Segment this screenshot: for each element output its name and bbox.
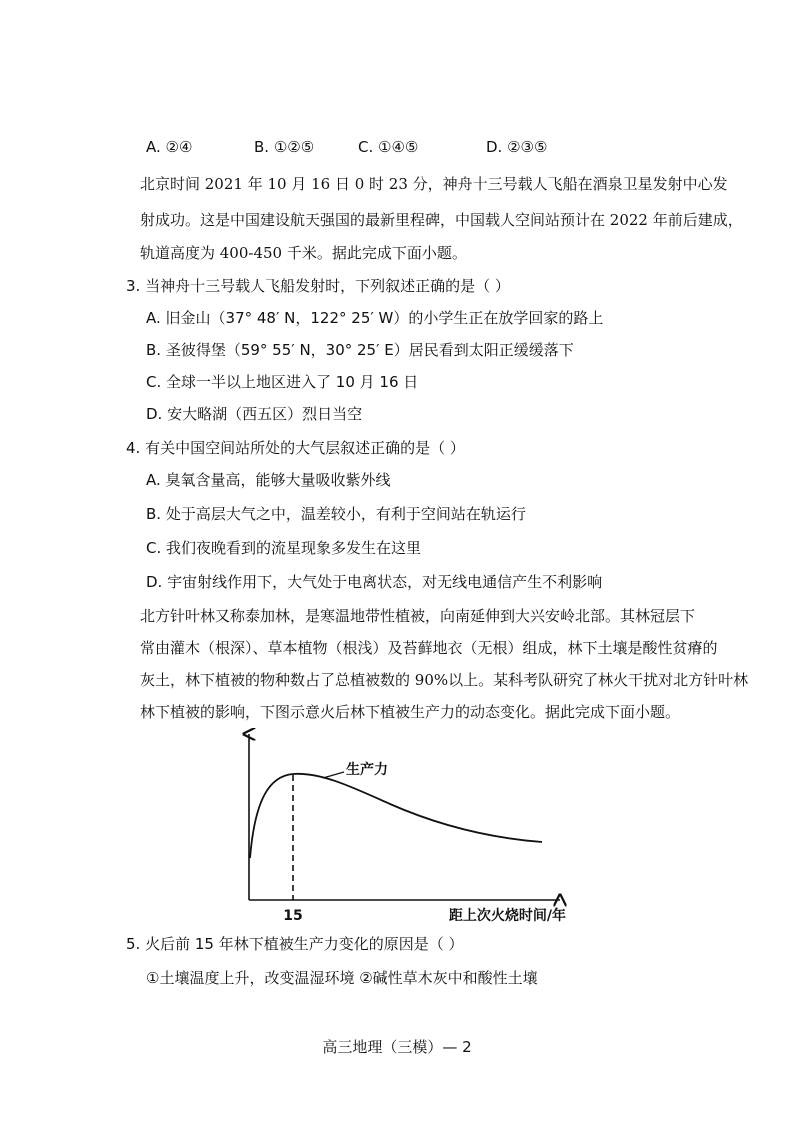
series-label-leader xyxy=(323,772,344,778)
question-3-stem: 3. 当神舟十三号载人飞船发射时，下列叙述正确的是（ ） xyxy=(126,277,510,295)
passage1-line: 轨道高度为 400-450 千米。据此完成下面小题。 xyxy=(140,244,467,262)
productivity-chart xyxy=(230,728,590,928)
passage2-line: 北方针叶林又称泰加林，是寒温地带性植被，向南延伸到大兴安岭北部。其林冠层下 xyxy=(140,607,696,625)
question-4-stem: 4. 有关中国空间站所处的大气层叙述正确的是（ ） xyxy=(126,439,465,457)
series-label: 生产力 xyxy=(346,762,388,778)
question-5-stem: 5. 火后前 15 年林下植被生产力变化的原因是（ ） xyxy=(126,935,464,953)
passage2-line: 林下植被的影响，下图示意火后林下植被生产力的动态变化。据此完成下面小题。 xyxy=(140,703,681,721)
page-footer: 高三地理（三模）— 2 xyxy=(322,1038,472,1056)
x-axis-label: 距上次火烧时间/年 xyxy=(448,908,566,924)
passage1-line: 射成功。这是中国建设航天强国的最新里程碑，中国载人空间站预计在 2022 年前后建成， xyxy=(140,211,743,229)
question-4-option-d: D. 宇宙射线作用下，大气处于电离状态，对无线电通信产生不利影响 xyxy=(146,573,603,591)
option-d: D. ②③⑤ xyxy=(486,138,548,156)
question-4-option-b: B. 处于高层大气之中，温差较小，有利于空间站在轨运行 xyxy=(146,505,526,523)
passage2-line: 灰土，林下植被的物种数占了总植被数的 90%以上。某科考队研究了林火干扰对北方针叶林 xyxy=(140,671,749,689)
question-4-option-a: A. 臭氧含量高，能够大量吸收紫外线 xyxy=(146,471,391,489)
previous-question-options xyxy=(146,138,706,158)
question-3-option-a: A. 旧金山（37° 48′ N，122° 25′ W）的小学生正在放学回家的路上 xyxy=(146,309,604,327)
option-c: C. ①④⑤ xyxy=(358,138,419,156)
x-tick-label: 15 xyxy=(283,908,303,924)
question-4-option-c: C. 我们夜晚看到的流星现象多发生在这里 xyxy=(146,539,422,557)
passage2-line: 常由灌木（根深）、草本植物（根浅）及苔藓地衣（无根）组成，林下土壤是酸性贫瘠的 xyxy=(140,639,718,657)
passage1-line: 北京时间 2021 年 10 月 16 日 0 时 23 分，神舟十三号载人飞船在酒泉卫星发射中心发 xyxy=(140,175,728,193)
question-3-option-b: B. 圣彼得堡（59° 55′ N，30° 25′ E）居民看到太阳正缓缓落下 xyxy=(146,341,574,359)
option-b: B. ①②⑤ xyxy=(254,138,315,156)
option-a: A. ②④ xyxy=(146,138,193,156)
question-3-option-d: D. 安大略湖（西五区）烈日当空 xyxy=(146,405,363,423)
question-3-option-c: C. 全球一半以上地区进入了 10 月 16 日 xyxy=(146,373,419,391)
question-5-options: ①土壤温度上升，改变温湿环境 ②碱性草木灰中和酸性土壤 xyxy=(146,969,538,987)
